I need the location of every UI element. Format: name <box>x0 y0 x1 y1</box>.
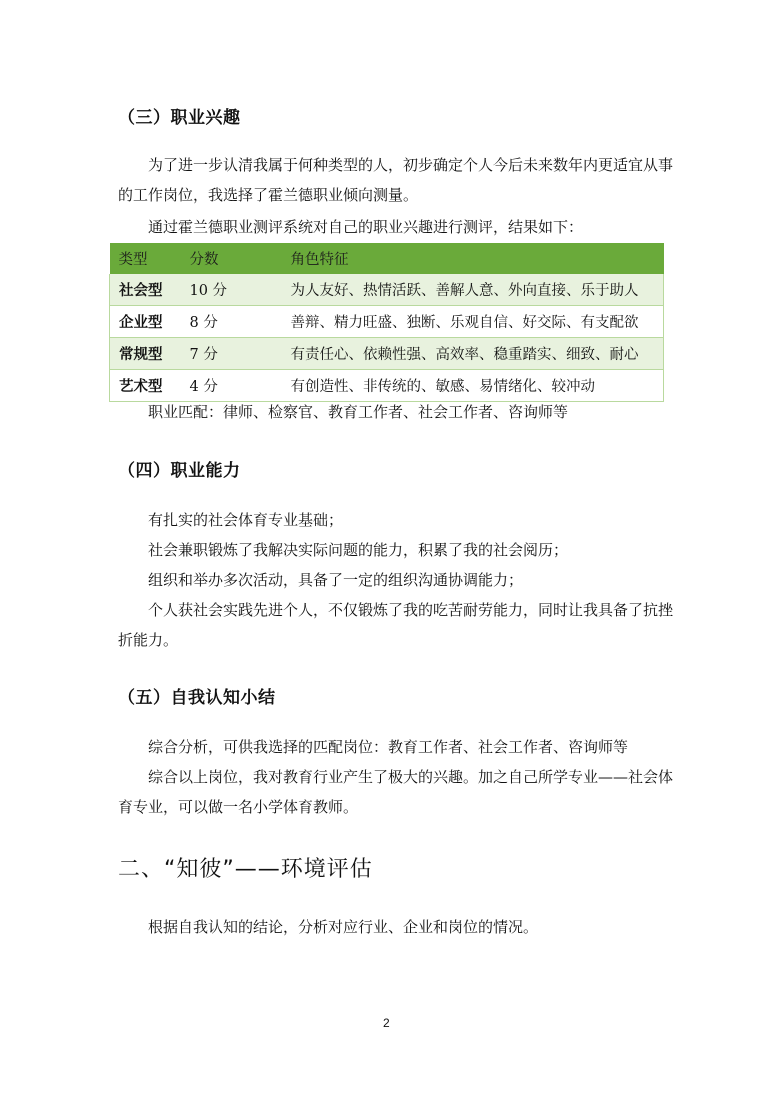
ability-line-2: 社会兼职锻炼了我解决实际问题的能力，积累了我的社会阅历； <box>148 541 569 559</box>
cell-type: 常规型 <box>110 338 181 370</box>
ability-line-1: 有扎实的社会体育专业基础； <box>148 511 344 529</box>
career-match-line: 职业匹配：律师、检察官、教育工作者、社会工作者、咨询师等 <box>148 403 569 421</box>
cell-type: 艺术型 <box>110 370 181 402</box>
header-traits: 角色特征 <box>282 243 664 274</box>
table-header-row <box>110 243 664 274</box>
test-result-intro: 通过霍兰德职业测评系统对自己的职业兴趣进行测评，结果如下： <box>148 218 584 236</box>
header-type: 类型 <box>110 243 181 274</box>
cell-traits: 善辩、精力旺盛、独断、乐观自信、好交际、有支配欲 <box>282 306 664 338</box>
section-heading-self-summary: （五）自我认知小结 <box>118 688 276 708</box>
section-heading-career-interest: （三）职业兴趣 <box>118 108 241 128</box>
header-score: 分数 <box>181 243 282 274</box>
cell-score: 10 分 <box>181 274 282 306</box>
holland-result-table <box>109 243 664 402</box>
environment-intro: 根据自我认知的结论，分析对应行业、企业和岗位的情况。 <box>148 918 539 936</box>
cell-type: 社会型 <box>110 274 181 306</box>
summary-line-1: 综合分析，可供我选择的匹配岗位：教育工作者、社会工作者、咨询师等 <box>148 738 629 756</box>
cell-traits: 有创造性、非传统的、敏感、易情绪化、较冲动 <box>282 370 664 402</box>
page-number: 2 <box>383 1016 390 1030</box>
cell-type: 企业型 <box>110 306 181 338</box>
summary-paragraph: 综合以上岗位，我对教育行业产生了极大的兴趣。加之自己所学专业——社会体育专业，可以做一名小学体育教师。 <box>118 768 674 816</box>
ability-paragraph: 个人获社会实践先进个人，不仅锻炼了我的吃苦耐劳能力，同时让我具备了抗挫折能力。 <box>118 601 674 649</box>
cell-score: 7 分 <box>181 338 282 370</box>
cell-score: 8 分 <box>181 306 282 338</box>
cell-traits: 为人友好、热情活跃、善解人意、外向直接、乐于助人 <box>282 274 664 306</box>
table-row <box>110 338 664 370</box>
paragraph-holland-intro: 为了进一步认清我属于何种类型的人，初步确定个人今后未来数年内更适宜从事的工作岗位，我选择了霍兰德职业倾向测量。 <box>118 156 674 204</box>
cell-traits: 有责任心、依赖性强、高效率、稳重踏实、细致、耐心 <box>282 338 664 370</box>
table-row <box>110 274 664 306</box>
cell-score: 4 分 <box>181 370 282 402</box>
table-row <box>110 306 664 338</box>
section-heading-career-ability: （四）职业能力 <box>118 461 241 481</box>
ability-line-3: 组织和举办多次活动，具备了一定的组织沟通协调能力； <box>148 571 524 589</box>
chapter-heading-environment: 二、“知彼”——环境评估 <box>118 857 373 882</box>
